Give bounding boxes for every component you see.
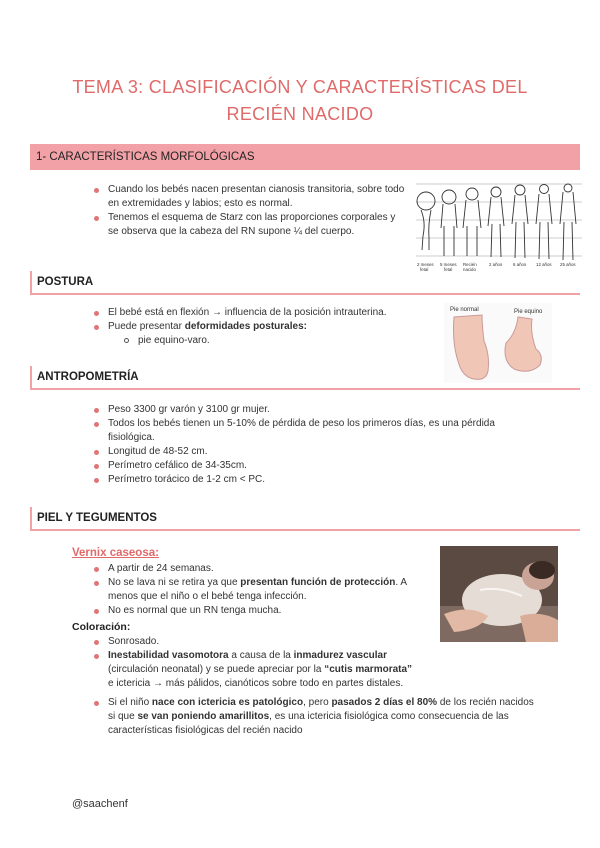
list-item: El bebé está en flexión → influencia de la posición intrauterina.: [108, 306, 428, 320]
bold-text: pasados 2 días el 80%: [331, 697, 438, 708]
newborn-vernix-image: [440, 546, 558, 642]
coloracion-list-top: [108, 635, 418, 691]
svg-text:12 años: 12 años: [536, 262, 552, 267]
list-item: Longitud de 48-52 cm.: [108, 445, 528, 459]
postura-list: [108, 306, 428, 348]
list-item: [108, 696, 538, 738]
list-item: Peso 3300 gr varón y 3100 gr mujer.: [108, 403, 528, 417]
footer-author: @saachenf: [72, 798, 128, 810]
text-span: Si el niño: [108, 697, 152, 708]
text-span: , pero: [303, 697, 332, 708]
svg-text:2 años: 2 años: [489, 262, 503, 267]
vernix-heading: Vernix caseosa:: [72, 547, 159, 559]
foot-label-normal: Pie normal: [450, 307, 479, 313]
sub-list-item: pie equino-varo.: [138, 334, 428, 348]
coloracion-heading: Coloración:: [72, 621, 131, 633]
bold-text: nace con ictericia es patológico: [151, 697, 304, 708]
vernix-list: [108, 562, 428, 618]
title-line-1: TEMA 3: CLASIFICACIÓN Y CARACTERÍSTICAS DEL: [72, 77, 528, 97]
list-item: Cuando los bebés nacen presentan cianosis transitoria, sobre todo en extremidades y labios; esto es normal.: [108, 183, 408, 211]
svg-text:2 meses: 2 meses: [417, 262, 434, 267]
foot-label-equino: Pie equino: [514, 309, 543, 315]
bold-text: presentan función de protección: [240, 577, 396, 588]
section-heading-piel: PIEL Y TEGUMENTOS: [30, 507, 580, 531]
svg-text:5 meses: 5 meses: [440, 262, 457, 267]
text-span: , es una ictericia fisiológica como consecuencia de las características fisiológicas del recién nacido: [108, 711, 509, 736]
body-proportions-image: [414, 180, 584, 272]
section-heading-antropometria: ANTROPOMETRÍA: [30, 366, 580, 390]
svg-text:nacido: nacido: [463, 267, 476, 272]
list-item: [108, 320, 428, 334]
section-heading-postura: POSTURA: [30, 271, 580, 295]
antropometria-list: [108, 403, 528, 487]
svg-text:fetal: fetal: [420, 267, 429, 272]
list-item: A partir de 24 semanas.: [108, 562, 428, 576]
coloracion-list-bottom: [108, 696, 538, 738]
text-span: e ictericia → más pálidos, cianóticos sobre todo en partes distales.: [108, 678, 404, 689]
bold-text: inmadurez vascular: [293, 650, 388, 661]
proportions-figure: [414, 180, 584, 272]
text-span: Puede presentar: [108, 321, 185, 332]
title-line-2: RECIÉN NACIDO: [226, 104, 374, 124]
svg-text:Recién: Recién: [463, 262, 477, 267]
list-item: Todos los bebés tienen un 5-10% de pérdida de peso los primeros días, es una pérdida fisiológica.: [108, 417, 528, 445]
svg-text:6 años: 6 años: [513, 262, 527, 267]
text-span: de los recién nacidos si que: [108, 697, 534, 722]
section-banner-morfologicas: 1- CARACTERÍSTICAS MORFOLÓGICAS: [30, 144, 580, 170]
list-item: Tenemos el esquema de Starz con las proporciones corporales y se observa que la cabeza del RN supone ¼ del cuerpo.: [108, 211, 408, 239]
bold-text: se van poniendo amarillitos: [137, 711, 270, 722]
list-item: No es normal que un RN tenga mucha.: [108, 604, 428, 618]
list-item: Perímetro cefálico de 34-35cm.: [108, 459, 528, 473]
bold-text: deformidades posturales:: [184, 321, 307, 332]
text-span: . A menos que el niño o el bebé tenga infección.: [108, 577, 407, 602]
list-item: Perímetro torácico de 1-2 cm < PC.: [108, 473, 528, 487]
newborn-photo: [440, 546, 558, 642]
list-item: [108, 576, 428, 604]
text-span: (circulación neonatal) y se puede apreciar por la: [108, 664, 325, 675]
list-item: Sonrosado.: [108, 635, 418, 649]
text-span: a causa de la: [228, 650, 294, 661]
bold-text: “cutis marmorata”: [324, 664, 413, 675]
svg-text:fetal: fetal: [444, 267, 453, 272]
page-title: [0, 74, 600, 128]
svg-text:25 años: 25 años: [560, 262, 576, 267]
morfologicas-list: [108, 183, 408, 239]
text-span: No se lava ni se retira ya que: [108, 577, 241, 588]
bold-text: Inestabilidad vasomotora: [108, 650, 229, 661]
list-item: [108, 649, 418, 691]
